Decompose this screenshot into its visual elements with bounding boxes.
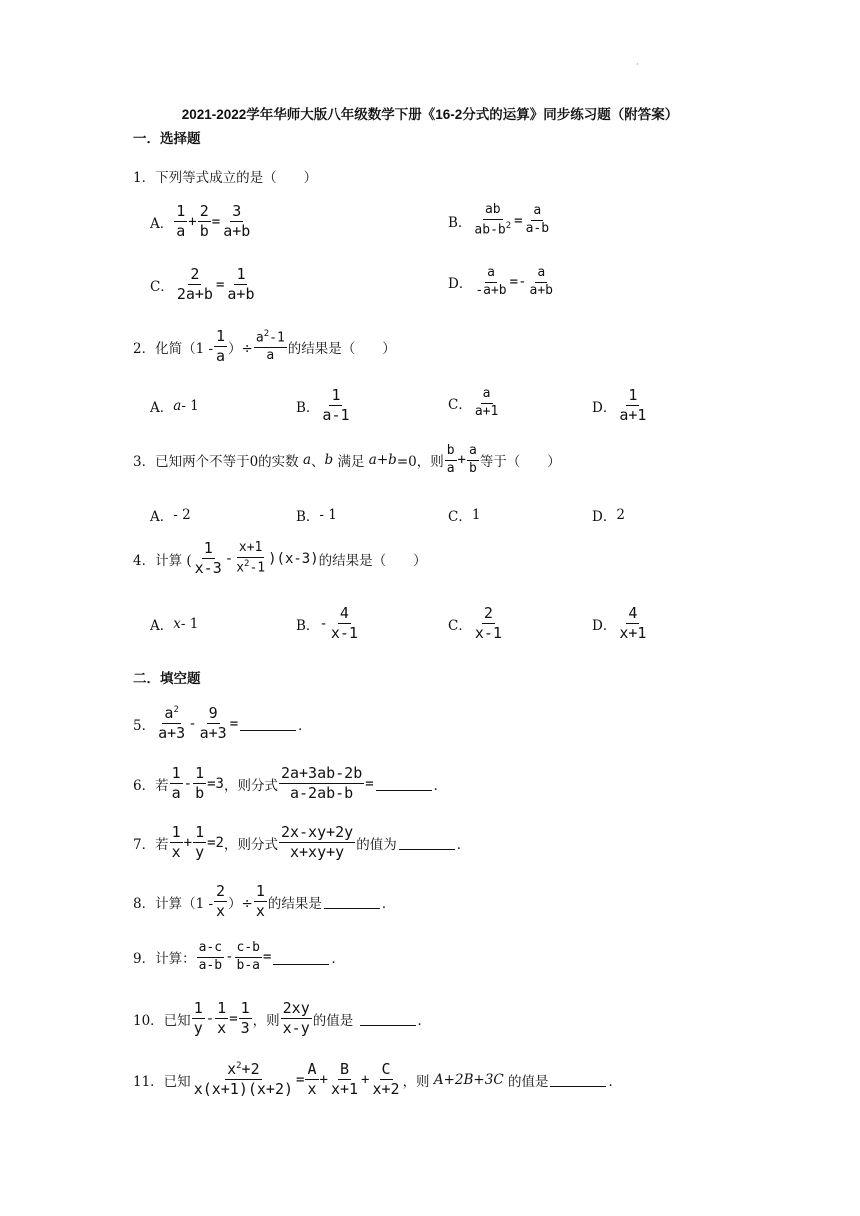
question-7: 7．若 $\frac{1}{x}$ + $\frac{1}{y}$ =2 ，则分式 $\frac{2x-xy+2y}{x+xy+y}$ 的值为 ． bbox=[133, 823, 471, 862]
answer-blank[interactable] bbox=[273, 950, 329, 965]
section-choice-heading: 一．选择题 bbox=[133, 131, 201, 146]
q3-option-c: C． 1 bbox=[448, 507, 481, 525]
question-5: 5． $\frac{a^2}{a+3}$ - $\frac{9}{a+3}$ = ． bbox=[133, 704, 312, 743]
answer-blank[interactable] bbox=[360, 1011, 416, 1026]
q2-option-d: D． $\frac{1}{a+1}$ bbox=[592, 386, 647, 425]
q1-option-a: A． $\frac{1}{a}$ + $\frac{2}{b}$ = $\frac{3}{a+b}$ bbox=[150, 202, 251, 241]
answer-blank[interactable] bbox=[240, 716, 296, 731]
question-11: 11．已知 $\frac{x^2+2}{x(x+1)(x+2)}$ = $\frac{A}{x}$ + $\frac{B}{x+1}$ + $\frac{C}{x+2}$ ，则 A+2B+3C 的值是 ． bbox=[133, 1060, 622, 1099]
question-10: 10．已知 $\frac{1}{y}$ - $\frac{1}{x}$ = $\frac{1}{3}$ ，则 $\frac{2xy}{x-y}$ 的值是 ． bbox=[133, 999, 432, 1038]
question-3-stem: 3．已知两个不等于0的实数 a 、 b 满足 a+b =0，则 $\frac{b}{a}$ + $\frac{a}{b}$ 等于（ ） bbox=[133, 443, 561, 476]
q3-option-d: D． 2 bbox=[592, 507, 625, 525]
q2-option-c: C． $\frac{a}{a+1}$ bbox=[448, 386, 499, 419]
answer-blank[interactable] bbox=[550, 1072, 606, 1087]
q4-option-d: D． $\frac{4}{x+1}$ bbox=[592, 604, 647, 643]
answer-blank[interactable] bbox=[399, 835, 455, 850]
q2-option-b: B． $\frac{1}{a-1}$ bbox=[296, 386, 350, 425]
q3-option-a: A． - 2 bbox=[150, 507, 191, 525]
answer-blank[interactable] bbox=[376, 776, 432, 791]
q3-option-b: B． - 1 bbox=[296, 507, 337, 525]
question-4-stem: 4．计算 ( $\frac{1}{x-3}$ - $\frac{x+1}{x^2-1}$ )(x-3) 的结果是（ ） bbox=[133, 539, 427, 578]
q1-option-d: D． $\frac{a}{-a+b}$ =- $\frac{a}{a+b}$ bbox=[448, 265, 553, 298]
question-9: 9．计算： $\frac{a-c}{a-b}$ - $\frac{c-b}{b-a}$ = ． bbox=[133, 940, 345, 973]
section-fill-heading: 二．填空题 bbox=[133, 671, 201, 686]
q4-option-a: A． x - 1 bbox=[150, 616, 199, 634]
q1-option-c: C． $\frac{2}{2a+b}$ = $\frac{1}{a+b}$ bbox=[150, 265, 255, 304]
q4-option-c: C． $\frac{2}{x-1}$ bbox=[448, 604, 502, 643]
question-2-stem: 2．化简（1 - $\frac{1}{a}$ ）÷ $\frac{a^2-1}{a}$ 的结果是（ ） bbox=[133, 327, 396, 366]
question-6: 6．若 $\frac{1}{a}$ - $\frac{1}{b}$ =3 ，则分式 $\frac{2a+3ab-2b}{a-2ab-b}$ = ． bbox=[133, 764, 448, 803]
q4-option-b: B． - $\frac{4}{x-1}$ bbox=[296, 604, 358, 643]
answer-blank[interactable] bbox=[324, 894, 380, 909]
q1-option-b: B． $\frac{ab}{ab-b^2}$ = $\frac{a}{a-b}$ bbox=[448, 202, 550, 238]
question-8: 8．计算（1 - $\frac{2}{x}$ ）÷ $\frac{1}{x}$ 的结果是 ． bbox=[133, 882, 396, 921]
q2-option-a: A． a - 1 bbox=[150, 398, 199, 416]
question-1-stem: 1．下列等式成立的是（ ） bbox=[133, 170, 318, 186]
page-title: 2021-2022学年华师大版八年级数学下册《16-2分式的运算》同步练习题（附答案） bbox=[181, 107, 679, 122]
page-mark: · bbox=[636, 60, 639, 69]
